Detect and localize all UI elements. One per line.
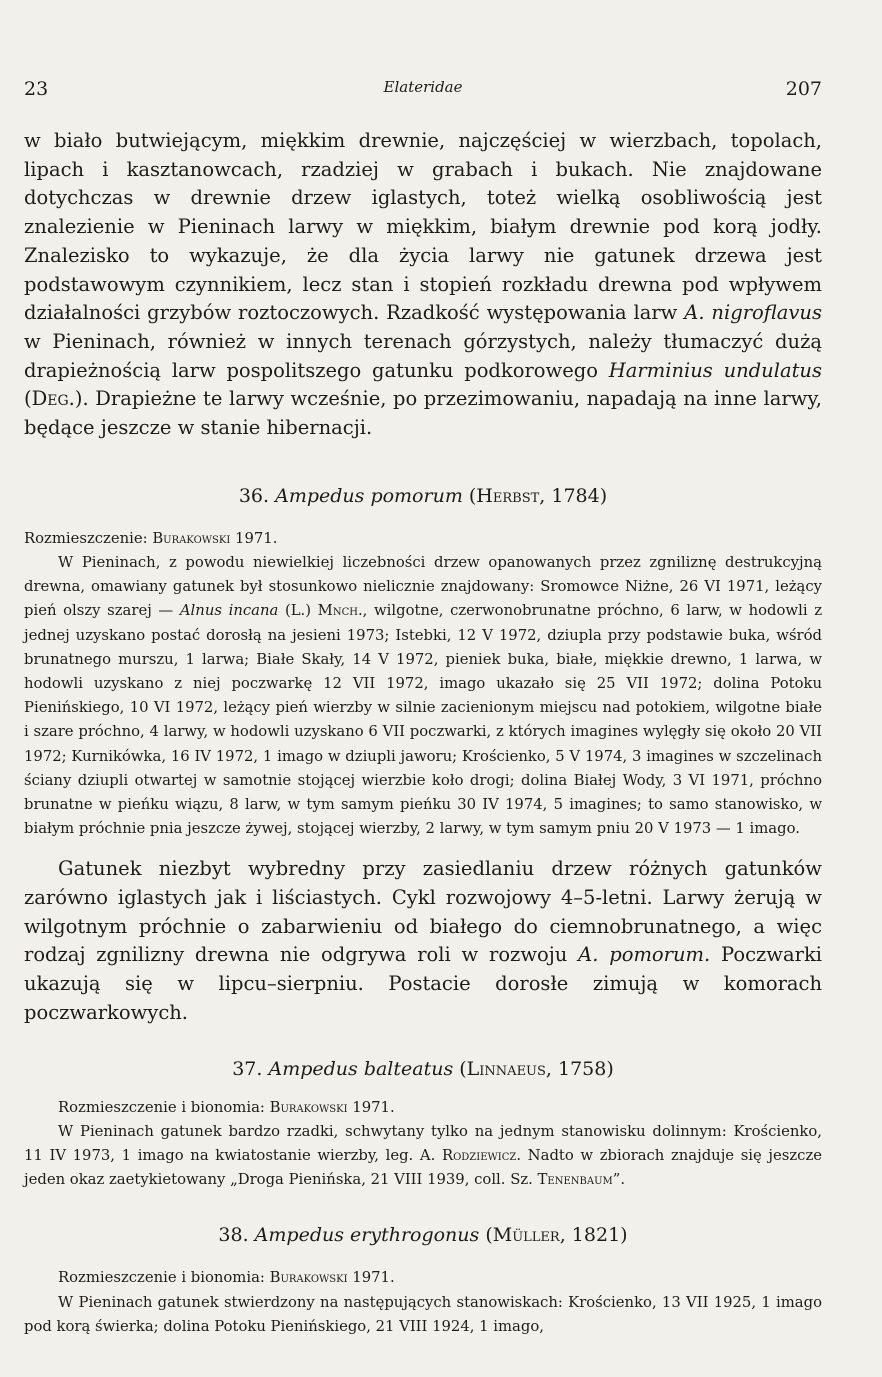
text-run: 1971. <box>230 529 278 547</box>
text-run: W Pieninach, z powodu niewielkiej liczebności drzew opanowanych przez zgniliznę destrukcyjną drewna, omawiany gatunek był stosunkowo nielicznie znajdowany: Sromowce Niżne, 26 VI 1971, leżący pień olszy szarej — <box>24 553 822 620</box>
page-number-left: 23 <box>24 78 49 100</box>
species-number: 37. <box>232 1057 269 1080</box>
distribution-label: Rozmieszczenie i bionomia: <box>58 1269 270 1287</box>
text-run: , wilgotne, czerwonobrunatne próchno, 6 larw, w hodowli z jednej uzyskano postać dorosłą na jesieni 1973; Istebki, 12 V 1972, dziupla przy podstawie buka, wśród brunatnego murszu, 1 larwa; Białe Skały, 14 V 1972, pieniek buka, białe, miękkie drewno, 1 larwa, w hodowli uzyskano z niej poczwarkę 12 VII 1972, imago ukazało się 25 VII 1972; dolina Potoku Pienińskiego, 10 VI 1972, leżący pień wierzby w silnie zacienionym miejscu nad potokiem, wilgotne białe i szare próchno, 4 larwy, w hodowli uzyskano 6 VII poczwarki, z których imagines wylęgły się około 20 VII 1972; Kurnikówka, 16 IV 1972, 1 imago w dziupli jaworu; Krościenko, 5 V 1974, 3 imagines w szczelinach ściany dziupli otwartej w samotnie stojącej wierzbie koło drogi; dolina Białej Wody, 3 VI 1971, próchno brunatne w pieńku wiązu, 8 larw, w tym samym pieńku 30 IV 1974, 5 imagines; to samo stanowisko, w białym próchnie pnia jeszcze żywej, stojącej wierzby, 2 larwy, w tym samym pniu 20 V 1973 — 1 imago. <box>24 602 822 838</box>
collector-name: Rodziewicz <box>441 1147 517 1164</box>
text-run: Poczwarki ukazują się w lipcu–sierpniu. Postacie dorosłe zimują w komorach poczwarkowych. <box>24 943 822 1024</box>
collection-name: Tenenbaum <box>537 1171 613 1189</box>
author-name: Mnch. <box>317 602 363 620</box>
text-run: 1971. <box>347 1098 395 1116</box>
text-run: ( <box>462 484 477 507</box>
text-run: ( <box>453 1057 467 1080</box>
species-name: Ampedus balteatus <box>268 1057 454 1080</box>
page-number-right: 207 <box>785 78 822 100</box>
species-year: , 1784) <box>539 484 608 507</box>
author-name: Burakowski <box>269 1269 348 1287</box>
author-name: Burakowski <box>152 529 231 547</box>
species-name: Harminius undulatus <box>608 358 822 382</box>
author-name: Herbst <box>476 484 540 507</box>
text-run: Gatunek niezbyt wybredny przy zasiedlaniu drzew różnych gatunków zarówno iglastych jak i liściastych. Cykl rozwojowy 4–5-letni. Larwy żerują w wilgotnym próchnie o zabarwieniu od białego do ciemnobrunatnego, a więc rodzaj zgnilizny drewna nie odgrywa roli w rozwoju <box>24 857 822 967</box>
text-run: ( <box>24 387 32 411</box>
text-run: 1971. <box>347 1269 395 1287</box>
distribution-line-38 <box>24 1266 822 1290</box>
species-heading-36 <box>24 483 822 509</box>
text-run: W Pieninach gatunek bardzo rzadki, schwytany tylko na jednym stanowisku dolinnym: Krościenko, 11 IV 1973, 1 imago na kwiatostanie wierzby, leg. A. <box>24 1122 822 1164</box>
biology-paragraph-36 <box>24 855 822 1027</box>
text-run: w biało butwiejącym, miękkim drewnie, najczęściej w wierzbach, topolach, lipach i kasztanowcach, rzadziej w grabach i bukach. Nie znajdowane dotychczas w drewnie drzew iglastych, toteż wielką osobliwością jest znalezienie w Pieninach larwy w miękkim, białym drewnie pod korą jodły. Znalezisko to wykazuje, że dla życia larwy nie gatunek drzewa jest podstawowym czynnikiem, lecz stan i stopień rozkładu drewna pod wpływem działalności grzybów roztoczowych. Rzadkość występowania larw <box>24 129 822 325</box>
species-heading-37 <box>24 1056 822 1082</box>
author-name: Burakowski <box>269 1098 348 1116</box>
running-header <box>24 78 822 104</box>
species-name: Ampedus erythrogonus <box>254 1224 480 1247</box>
text-run: ”. <box>612 1171 626 1189</box>
records-paragraph-37 <box>24 1120 822 1193</box>
running-title: Elateridae <box>383 78 463 96</box>
distribution-line-36 <box>24 527 822 551</box>
author-name: Müller <box>492 1224 560 1247</box>
author-name: Deg. <box>31 387 75 411</box>
distribution-line-37 <box>24 1096 822 1120</box>
text-run: . Nadto w zbiorach znajduje się jeszcze jeden okaz zaetykietowany „Droga Pienińska, 21 VIII 1939, coll. Sz. <box>24 1147 822 1189</box>
species-heading-38 <box>24 1222 822 1248</box>
records-paragraph-36 <box>24 551 822 841</box>
species-year: , 1758) <box>545 1057 614 1080</box>
text-run: ). Drapieżne te larwy wcześnie, po przezimowaniu, napadają na inne larwy, będące jeszcze w stanie hibernacji. <box>24 387 822 440</box>
intro-paragraph <box>24 127 822 443</box>
text-run: W Pieninach gatunek stwierdzony na następujących stanowiskach: Krościenko, 13 VII 1925, 1 imago pod korą świerka; dolina Potoku Pienińskiego, 21 VIII 1924, 1 imago, <box>24 1293 822 1335</box>
plant-name: Alnus incana <box>179 602 279 620</box>
species-year: , 1821) <box>559 1224 628 1247</box>
page-body <box>24 127 822 1339</box>
text-run: w Pieninach, również w innych terenach górzystych, należy tłumaczyć dużą drapieżnością larw pospolitszego gatunku podkorowego <box>24 329 822 382</box>
records-paragraph-38 <box>24 1291 822 1339</box>
species-number: 38. <box>218 1224 255 1247</box>
distribution-label: Rozmieszczenie i bionomia: <box>58 1098 270 1116</box>
distribution-label: Rozmieszczenie: <box>24 529 153 547</box>
species-name: A. nigroflavus <box>684 301 822 325</box>
species-name: Ampedus pomorum <box>275 484 463 507</box>
species-number: 36. <box>238 484 276 507</box>
text-run: ( <box>479 1224 493 1247</box>
species-name: A. pomorum. <box>578 943 711 967</box>
author-name: Linnaeus <box>466 1057 546 1080</box>
text-run: (L.) <box>278 602 318 620</box>
